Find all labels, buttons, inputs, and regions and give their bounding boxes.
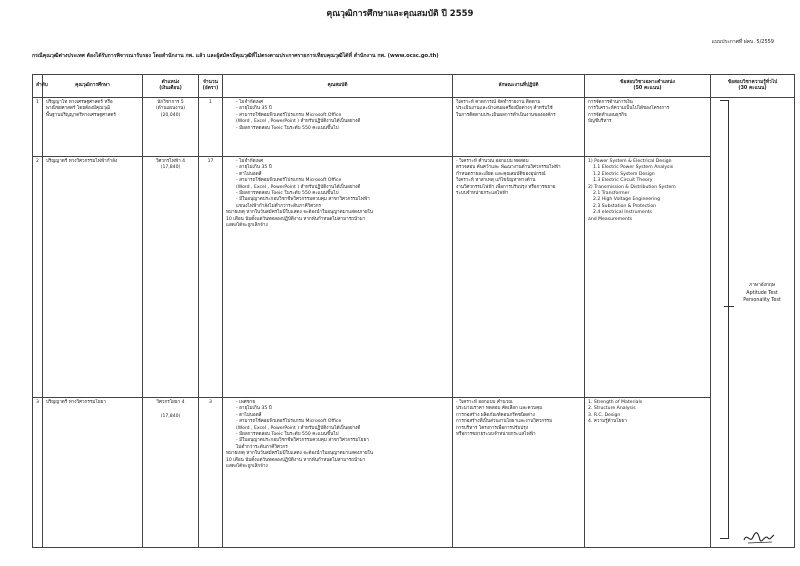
row-duties: - วิเคราะห์ ออกแบบ คำนวณ ประมาณราคา ทดสอบ คัดเลือก และควบคุม การก่อสร้าง ผลิตภัณฑ์คอนกรีตชนิดต่าง การก่อสร้างที่เป็นส่วนงานโยธาและงานวิศวกรรม การบริหาร โครงการเพื่อการปรับปรุง หรือการขยายระบบจำหน่ายกระแสไฟฟ้า [453,397,585,547]
header-degree: คุณวุฒิการศึกษา [43,75,143,98]
row-duties: - วิเคราะห์ คำนวณ ออกแบบ ทดสอบ ตรวจสอบ ค้นคว้าและ พัฒนางานด้านวิศวกรรมไฟฟ้า กำหนดรายละเอียด และคุณสมบัติของอุปกรณ์ วิเคราะห์ หาสาเหตุ แก้ไขปัญหาทางด้าน งานวิศวกรรมไฟฟ้า เพื่อการปรับปรุง หรือการขยาย ระบบจำหน่ายกระแสไฟฟ้า [453,156,585,397]
header-duties: ลักษณะงานที่ปฏิบัติ [453,75,585,98]
intro-text: กรณีคุณวุฒิต่างประเทศ ต้องได้รับการพิจารณารับรอง โดยสำนักงาน กพ. แล้ว และผู้สมัครมีคุณวุฒิที่ไม่ตรงตามประกาศรายการเทียบคุณวุฒิได้ที่ สำนักงาน กพ. (www.ocsc.go.th) [32,53,439,59]
header-position: ตำแหน่ง (เงินเดือน) [143,75,199,98]
announcement-reference: แบบประกาศที่ ฝคบ. 5/2559 [711,39,774,45]
row-no: 2 [33,156,43,397]
general-exam-subjects: ภาษาอังกฤษ Aptitude Test Personality Test [743,283,781,303]
header-general-exam: ข้อสอบวิชาความรู้ทั่วไป (30 คะแนน) [711,75,795,98]
row-position: วิศวกรโยธา 4 (17,840) [143,397,199,547]
row-qualification: - ไม่จำกัดเพศ - อายุไม่เกิน 35 ปี - ตาไม่บอดสี - สามารถใช้คอมพิวเตอร์โปรแกรม Microsoft Office (Word , Excel , PowerPoint ) สำหรับปฏิบัติงานได้เป็นอย่างดี - มีผลการทดสอบ Toeic ในระดับ 550 คะแนนขึ้นไป - มีใบอนุญาตประกอบวิชาชีพวิศวกรรมควบคุม สาขาวิศวกรรมไฟฟ้า แขนงไฟฟ้ากำลังไม่ต่ำกว่าระดับภาคีวิศวกร หมายเหตุ หากในวันสมัครไม่มีใบแสดง จะต้องนำใบอนุญาตมาแสดงภายใน 10 เดือน นับตั้งแต่วันทดลองปฏิบัติงาน หากพ้นกำหนดไม่สามารถนำมา แสดงได้จะถูกเลิกจ้าง [223,156,453,397]
table-row [33,156,795,397]
row-note: หมายเหตุ หากในวันสมัครไม่มีใบแสดง จะต้องนำใบอนุญาตมาแสดงภายใน [226,210,373,216]
row-written-exam: 1) Power System & Electrical Design 1.1 Electric Power System Analysis 1.2 Electric System Design 1.3 Electric Circuit Theory 2) Transmission & Distribution System 2.1 Transformer 2.2 High Voltage Engineering 2.3 Substation & Protection 2.4 electrical Instruments and Measurements [585,156,711,397]
table-header-row [33,75,795,98]
document-title: คุณวุฒิการศึกษาและคุณสมบัติ ปี 2559 [326,9,474,19]
row-count: 17 [199,156,223,397]
row-count: 1 [199,98,223,157]
qualification-table [32,74,795,548]
row-position: วิศวกรไฟฟ้า 4 (17,840) [143,156,199,397]
row-degree: ปริญญาโท ทางเศรษฐศาสตร์ หรือ พาณิชยศาสตร์ โดยต้องมีคุณวุฒิ พื้นฐานปริญญาตรีทางเศรษฐศาสตร์ [43,98,143,157]
row-written-exam: 1. Strength of Materials 2. Structure Analysis 3. R.C. Design 4. ความรู้ด้านโยธา [585,397,711,547]
row-qualification: - ไม่จำกัดเพศ - อายุไม่เกิน 35 ปี - สามารถใช้คอมพิวเตอร์โปรแกรม Microsoft Office (Word , Excel , PowerPoint ) สำหรับปฏิบัติงานได้เป็นอย่างดี - มีผลการทดสอบ Toeic ในระดับ 550 คะแนนขึ้นไป [223,98,453,157]
table-row [33,98,795,157]
exam-bracket-tick [724,306,734,307]
signature-mark [742,528,776,546]
header-written-exam: ข้อสอบวิชาเฉพาะตำแหน่ง (50 คะแนน) [585,75,711,98]
row-degree: ปริญญาตรี ทางวิศวกรรมโยธา [43,397,143,547]
exam-bracket [720,100,729,539]
row-duties: วิเคราะห์ คาดการณ์ จัดทำรายงาน ติดตาม ประเมินงานและนำเสนอเครื่องมือต่างๆ สำหรับใช้ ในการติดตามประเมินผลการดำเนินงานขององค์กร [453,98,585,157]
row-qualification: - เพศชาย - อายุไม่เกิน 35 ปี - ตาไม่บอดสี - สามารถใช้คอมพิวเตอร์โปรแกรม Microsoft Office (Word , Excel , PowerPoint ) สำหรับปฏิบัติงานได้เป็นอย่างดี - มีผลการทดสอบ Toeic ในระดับ 550 คะแนนขึ้นไป - มีใบอนุญาตประกอบวิชาชีพวิศวกรรมควบคุม สาขาวิศวกรรมโยธา ไม่ต่ำกว่าระดับภาคีวิศวกร หมายเหตุ หากในวันสมัครไม่มีใบแสดง จะต้องนำใบอนุญาตมาแสดงภายใน 10 เดือน นับตั้งแต่วันทดลองปฏิบัติงาน หากพ้นกำหนดไม่สามารถนำมา แสดงได้จะถูกเลิกจ้าง [223,397,453,547]
header-qualification: คุณสมบัติ [223,75,453,98]
row-count: 3 [199,397,223,547]
row-no: 1 [33,98,43,157]
row-degree: ปริญญาตรี ทางวิศวกรรมไฟฟ้ากำลัง [43,156,143,397]
row-written-exam: การจัดการด้านการเงิน การวิเคราะห์ความเป็นไปได้ของโครงการ การจัดทำแผนธุรกิจ บัญชีบริหาร [585,98,711,157]
row-no: 3 [33,397,43,547]
header-no: ลำดับ [33,75,43,98]
row-note: หมายเหตุ หากในวันสมัครไม่มีใบแสดง จะต้องนำใบอนุญาตมาแสดงภายใน [226,451,373,457]
table-row [33,397,795,547]
header-count: จำนวน (อัตรา) [199,75,223,98]
row-position: นักวิชาการ 5 (ด้านแผนงาน) (20,040) [143,98,199,157]
